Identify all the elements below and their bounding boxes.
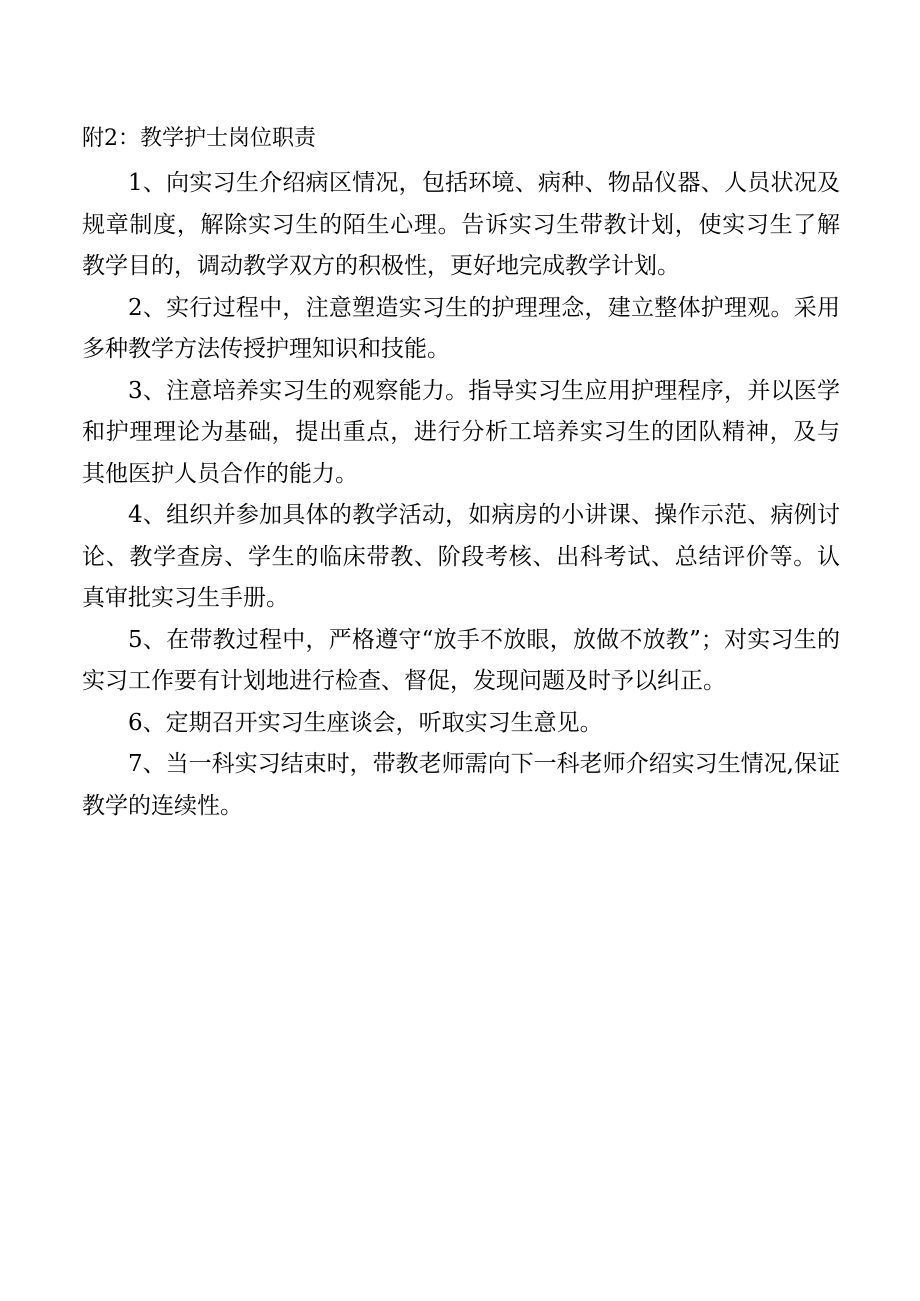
duty-item-5: 5、在带教过程中，严格遵守“放手不放眼，放做不放教”；对实习生的实习工作要有计划地进行检查、督促，发现问题及时予以纠正。 — [82, 626, 840, 694]
duty-item-6: 6、定期召开实习生座谈会，听取实习生意见。 — [128, 709, 603, 736]
document-body — [82, 121, 840, 827]
duty-item-4: 4、组织并参加具体的教学活动，如病房的小讲课、操作示范、病例讨论、教学查房、学生的临床带教、阶段考核、出科考试、总结评价等。认真审批实习生手册。 — [82, 502, 840, 611]
duty-item-3: 3、注意培养实习生的观察能力。指导实习生应用护理程序，并以医学和护理理论为基础，提出重点，进行分析工培养实习生的团队精神，及与其他医护人员合作的能力。 — [82, 377, 840, 487]
document-heading: 附2：教学护士岗位职责 — [82, 126, 316, 151]
duty-item-7: 7、当一科实习结束时，带教老师需向下一科老师介绍实习生情况,保证教学的连续性。 — [82, 751, 840, 819]
duty-item-2: 2、实行过程中，注意塑造实习生的护理理念，建立整体护理观。采用多种教学方法传授护理知识和技能。 — [82, 294, 840, 362]
duty-item-1: 1、向实习生介绍病区情况，包括环境、病种、物品仪器、人员状况及规章制度，解除实习生的陌生心理。告诉实习生带教计划，使实习生了解教学目的，调动教学双方的积极性，更好地完成教学计划。 — [82, 170, 840, 279]
